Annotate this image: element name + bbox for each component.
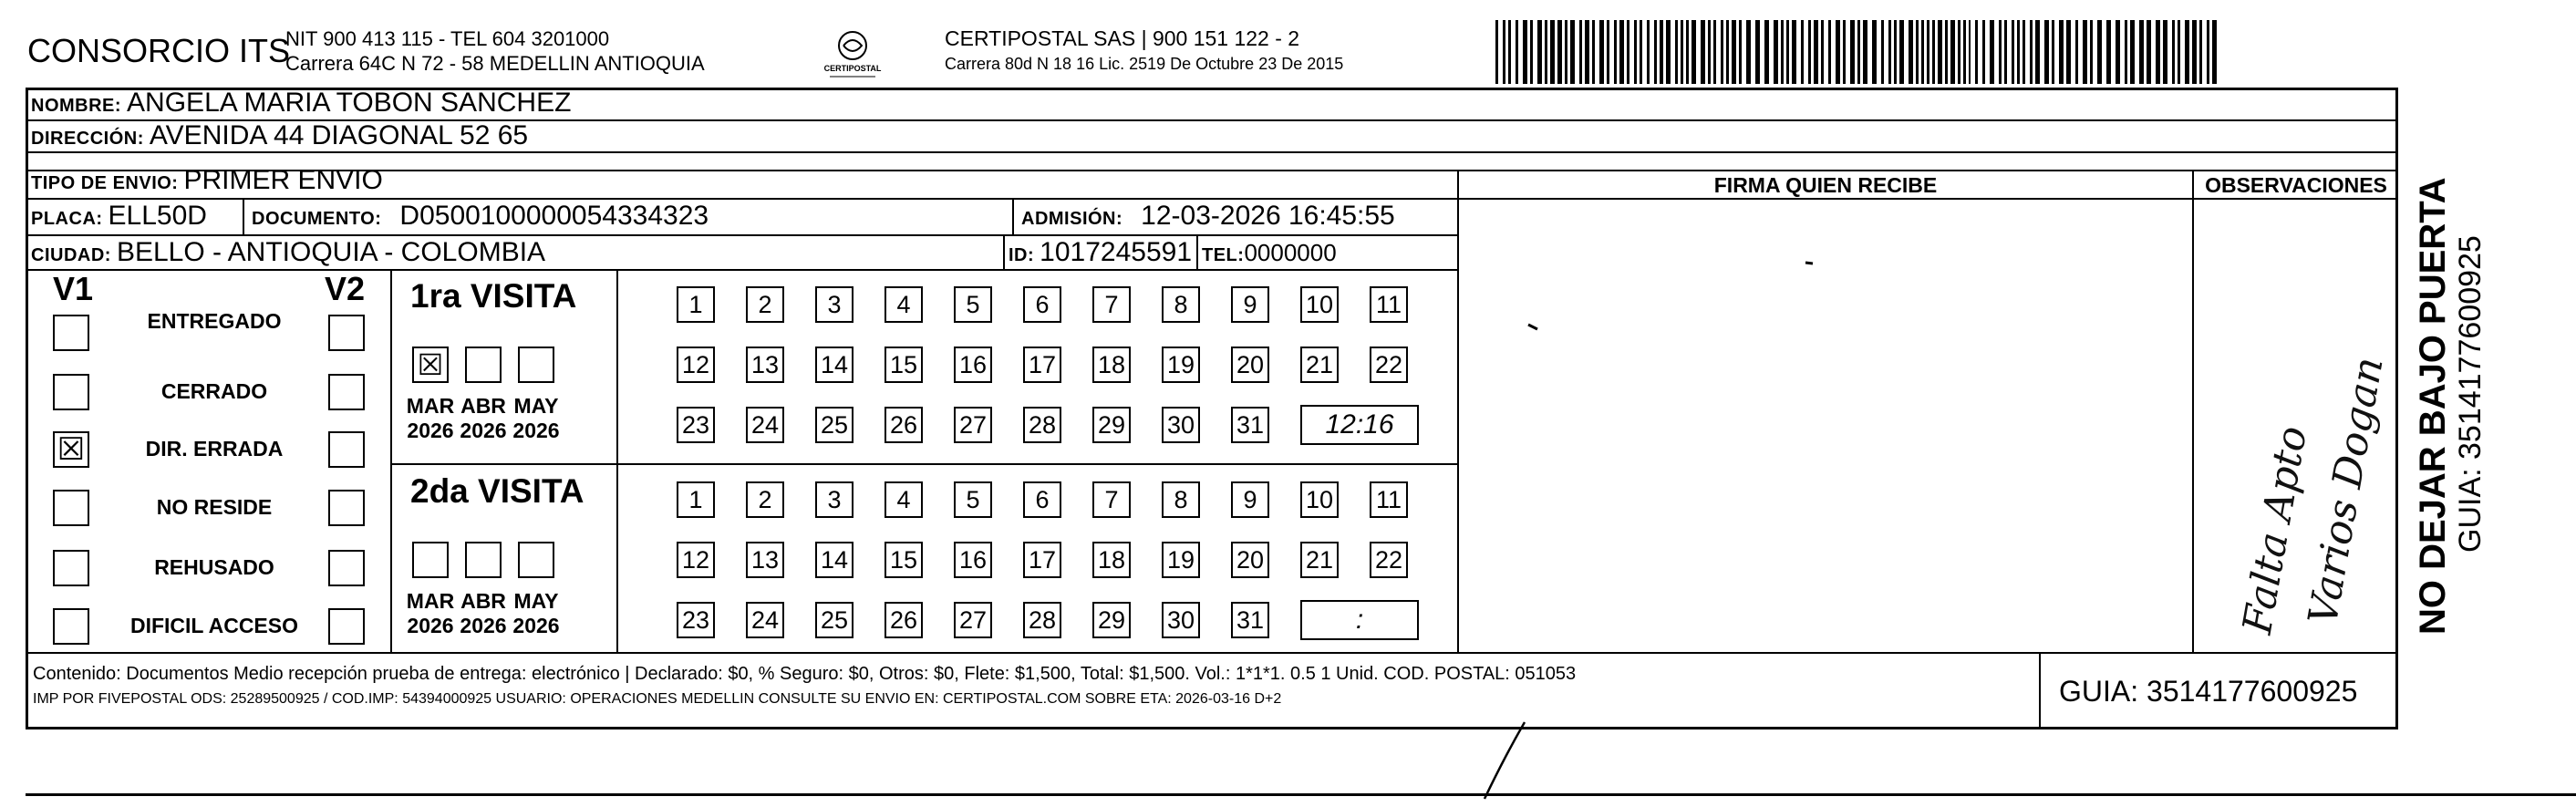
month-year: 2026 (407, 614, 454, 637)
time-box[interactable]: : (1300, 600, 1419, 640)
tel-row (1202, 239, 1337, 267)
month-label: ABR (460, 589, 506, 613)
carrier-name: CERTIPOSTAL SAS | 900 151 122 - 2 (945, 26, 1300, 50)
day-box[interactable]: 23 (677, 407, 715, 443)
barcode (1495, 20, 2220, 84)
footer-content-line: Contenido: Documentos Medio recepción prueba de entrega: electrónico | Declarado: $0, % Seguro: $0, Otros: $0, Flete: $1,500, Total: $1,500. Vol.: 1*1*1. 0.5 1 Unid. COD. POSTAL: 051053 (33, 664, 1577, 684)
month-year: 2026 (512, 419, 560, 442)
month-checkbox[interactable] (518, 542, 554, 578)
day-box[interactable]: 18 (1092, 347, 1131, 383)
v1-checkbox[interactable] (53, 550, 89, 586)
ciudad-label: CIUDAD: (31, 245, 111, 265)
month-checkbox[interactable] (412, 542, 449, 578)
day-box[interactable]: 16 (954, 542, 992, 578)
day-box[interactable]: 21 (1300, 347, 1339, 383)
day-box[interactable]: 3 (815, 286, 853, 323)
day-box[interactable]: 30 (1162, 407, 1200, 443)
month-label: MAY (513, 394, 559, 418)
tipo-envio-label: TIPO DE ENVIO: (31, 173, 179, 193)
month-label: MAR (406, 589, 455, 613)
day-box[interactable]: 2 (746, 286, 784, 323)
day-box[interactable]: 26 (885, 407, 923, 443)
v2-checkbox[interactable] (328, 315, 365, 351)
day-box[interactable]: 31 (1231, 407, 1269, 443)
observation-note-2: Varios Dogan (2300, 353, 2393, 628)
company-nit: NIT 900 413 115 - TEL 604 3201000 (285, 27, 610, 50)
day-box[interactable]: 25 (815, 407, 853, 443)
day-box[interactable]: 2 (746, 481, 784, 518)
day-box[interactable]: 18 (1092, 542, 1131, 578)
signature-area[interactable] (1459, 201, 2192, 652)
day-box[interactable]: 6 (1023, 286, 1061, 323)
day-box[interactable]: 15 (885, 347, 923, 383)
month-label: MAR (406, 394, 455, 418)
day-box[interactable]: 12 (677, 542, 715, 578)
day-box[interactable]: 25 (815, 602, 853, 638)
status-label: REHUSADO (154, 555, 274, 579)
v1-label: V1 (53, 270, 94, 307)
day-box[interactable]: 28 (1023, 602, 1061, 638)
v2-checkbox[interactable] (328, 550, 365, 586)
day-box[interactable]: 12 (677, 347, 715, 383)
v2-checkbox[interactable] (328, 374, 365, 410)
v1-checkbox[interactable] (53, 608, 89, 645)
day-box[interactable]: 13 (746, 542, 784, 578)
company-address: Carrera 64C N 72 - 58 MEDELLIN ANTIOQUIA (285, 52, 705, 75)
day-box[interactable]: 4 (885, 286, 923, 323)
visit-title: 2da VISITA (410, 472, 585, 510)
day-box[interactable]: 6 (1023, 481, 1061, 518)
svg-text:CERTIPOSTAL: CERTIPOSTAL (823, 64, 882, 73)
placa-row (31, 201, 207, 232)
v1-checkbox[interactable] (53, 374, 89, 410)
direccion-row (31, 120, 528, 151)
day-box[interactable]: 4 (885, 481, 923, 518)
day-box[interactable]: 31 (1231, 602, 1269, 638)
side-guia: GUIA: 3514177600925 (2453, 235, 2488, 553)
v2-checkbox[interactable] (328, 608, 365, 645)
v2-label: V2 (325, 270, 366, 307)
direccion-label: DIRECCIÓN: (31, 129, 144, 149)
day-box[interactable]: 20 (1231, 347, 1269, 383)
day-box[interactable]: 9 (1231, 286, 1269, 323)
v2-checkbox[interactable] (328, 431, 365, 468)
placa-value: ELL50D (108, 201, 207, 231)
tipo-envio-row (31, 165, 383, 196)
day-box[interactable]: 23 (677, 602, 715, 638)
tel-value: 0000000 (1244, 239, 1337, 266)
day-box[interactable]: 11 (1370, 286, 1408, 323)
day-box[interactable]: 5 (954, 286, 992, 323)
day-box[interactable]: 27 (954, 407, 992, 443)
time-box[interactable]: 12:16 (1300, 405, 1419, 445)
day-box[interactable]: 1 (677, 286, 715, 323)
placa-label: PLACA: (31, 209, 103, 229)
admision-label: ADMISIÓN: (1021, 209, 1123, 229)
status-label: DIR. ERRADA (145, 437, 284, 460)
day-box[interactable]: 10 (1300, 286, 1339, 323)
direccion-value: AVENIDA 44 DIAGONAL 52 65 (149, 120, 529, 150)
visit-title: 1ra VISITA (410, 277, 577, 315)
month-year: 2026 (460, 614, 507, 637)
day-box[interactable]: 20 (1231, 542, 1269, 578)
v2-checkbox[interactable] (328, 490, 365, 526)
month-checkbox[interactable] (465, 347, 502, 383)
v1-checkbox[interactable]: ☒ (53, 431, 89, 468)
day-box[interactable]: 1 (677, 481, 715, 518)
documento-value: D0500100000054334323 (399, 201, 709, 231)
id-row (1009, 237, 1192, 268)
day-box[interactable]: 13 (746, 347, 784, 383)
day-box[interactable]: 8 (1162, 286, 1200, 323)
month-checkbox[interactable] (465, 542, 502, 578)
day-box[interactable]: 26 (885, 602, 923, 638)
footer-guia: GUIA: 3514177600925 (2059, 675, 2358, 708)
month-year: 2026 (407, 419, 454, 442)
month-checkbox[interactable] (518, 347, 554, 383)
carrier-address: Carrera 80d N 18 16 Lic. 2519 De Octubre 23 De 2015 (945, 55, 1344, 73)
nombre-row (31, 88, 571, 119)
firma-header: FIRMA QUIEN RECIBE (1713, 173, 1938, 197)
status-label: ENTREGADO (147, 309, 282, 333)
day-box[interactable]: 21 (1300, 542, 1339, 578)
day-box[interactable]: 17 (1023, 347, 1061, 383)
day-box[interactable]: 7 (1092, 286, 1131, 323)
day-box[interactable]: 8 (1162, 481, 1200, 518)
observation-note-1: Falta Apto (2234, 422, 2317, 637)
id-label: ID: (1009, 245, 1035, 265)
admision-value: 12-03-2026 16:45:55 (1141, 201, 1395, 231)
day-box[interactable]: 16 (954, 347, 992, 383)
certipostal-logo (816, 27, 889, 82)
v1-checkbox[interactable] (53, 315, 89, 351)
status-label: NO RESIDE (156, 495, 273, 519)
day-box[interactable]: 14 (815, 347, 853, 383)
day-box[interactable]: 22 (1370, 542, 1408, 578)
day-box[interactable]: 17 (1023, 542, 1061, 578)
documento-row (252, 201, 709, 232)
day-box[interactable]: 27 (954, 602, 992, 638)
day-box[interactable]: 11 (1370, 481, 1408, 518)
month-year: 2026 (460, 419, 507, 442)
day-box[interactable]: 24 (746, 407, 784, 443)
status-label: DIFICIL ACCESO (129, 614, 298, 637)
ciudad-value: BELLO - ANTIOQUIA - COLOMBIA (116, 237, 546, 267)
nombre-value: ANGELA MARIA TOBON SANCHEZ (127, 88, 572, 118)
day-box[interactable]: 3 (815, 481, 853, 518)
day-box[interactable]: 5 (954, 481, 992, 518)
day-box[interactable]: 9 (1231, 481, 1269, 518)
documento-label: DOCUMENTO: (252, 209, 382, 229)
observaciones-header: OBSERVACIONES (2205, 173, 2387, 197)
footer-imp-line: IMP POR FIVEPOSTAL ODS: 25289500925 / COD.IMP: 54394000925 USUARIO: OPERACIONES MEDELLIN CONSULTE SU ENVIO EN: CERTIPOSTAL.COM SOBRE ETA: 2026-03-16 D+2 (33, 691, 1282, 707)
v1-checkbox[interactable] (53, 490, 89, 526)
day-box[interactable]: 19 (1162, 347, 1200, 383)
id-value: 1017245591 (1040, 237, 1193, 267)
company-name: CONSORCIO ITS (27, 32, 291, 69)
day-box[interactable]: 10 (1300, 481, 1339, 518)
month-label: MAY (513, 589, 559, 613)
day-box[interactable]: 22 (1370, 347, 1408, 383)
day-box[interactable]: 28 (1023, 407, 1061, 443)
day-box[interactable]: 7 (1092, 481, 1131, 518)
month-label: ABR (460, 394, 506, 418)
tel-label: TEL: (1202, 245, 1245, 265)
month-checkbox[interactable]: ☒ (412, 347, 449, 383)
day-box[interactable]: 14 (815, 542, 853, 578)
day-box[interactable]: 24 (746, 602, 784, 638)
admision-row (1021, 201, 1395, 232)
day-box[interactable]: 15 (885, 542, 923, 578)
tipo-envio-value: PRIMER ENVIO (183, 165, 383, 195)
month-year: 2026 (512, 614, 560, 637)
day-box[interactable]: 19 (1162, 542, 1200, 578)
ciudad-row (31, 237, 545, 268)
day-box[interactable]: 29 (1092, 602, 1131, 638)
nombre-label: NOMBRE: (31, 96, 122, 116)
day-box[interactable]: 30 (1162, 602, 1200, 638)
day-box[interactable]: 29 (1092, 407, 1131, 443)
status-label: CERRADO (160, 379, 268, 403)
side-warning: NO DEJAR BAJO PUERTA (2413, 177, 2453, 635)
